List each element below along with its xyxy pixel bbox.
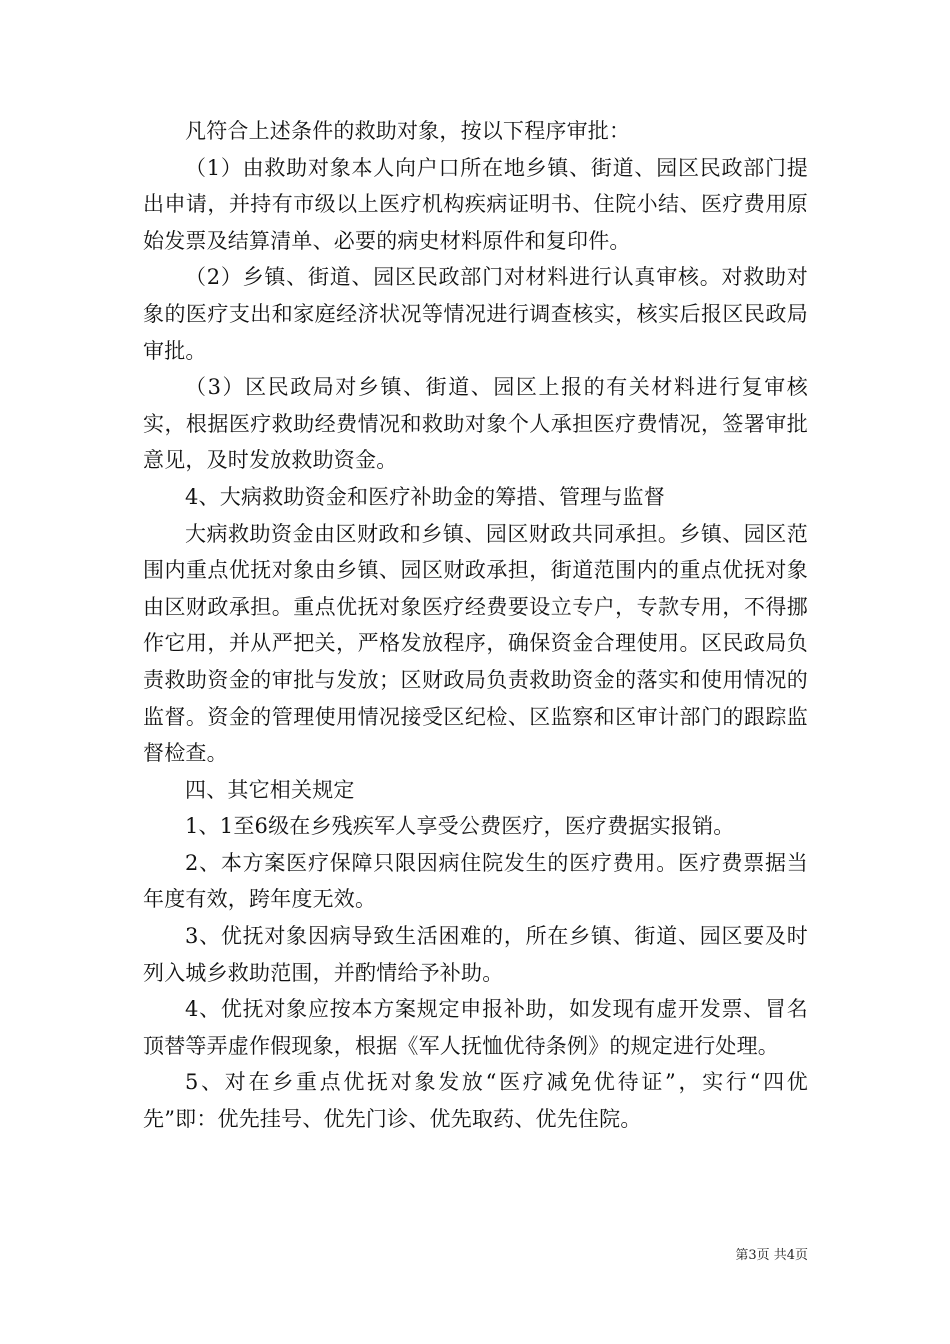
section-heading-other-rules: 四、其它相关规定	[185, 777, 355, 802]
paragraph-rule-1: 1、1至6级在乡残疾军人享受公费医疗，医疗费据实报销。	[185, 814, 735, 839]
paragraph-approval-intro: 凡符合上述条件的救助对象，按以下程序审批：	[185, 119, 631, 143]
paragraph-step-1: （1）由救助对象本人向户口所在地乡镇、街道、园区民政部门提出申请，并持有市级以上医疗机构疾病证明书、住院小结、医疗费用原始发票及结算清单、必要的病史材料原件和复印件。	[143, 155, 808, 253]
section-heading-funding: 4、大病救助资金和医疗补助金的筹措、管理与监督	[185, 484, 665, 509]
paragraph-rule-3: 3、优抚对象因病导致生活困难的，所在乡镇、街道、园区要及时列入城乡救助范围，并酌情给予补助。	[143, 924, 808, 985]
paragraph-funding: 大病救助资金由区财政和乡镇、园区财政共同承担。乡镇、园区范围内重点优抚对象由乡镇、园区财政承担，街道范围内的重点优抚对象由区财政承担。重点优抚对象医疗经费要设立专户，专款专用，不得挪作它用，并从严把关，严格发放程序，确保资金合理使用。区民政局负责救助资金的审批与发放；区财政局负责救助资金的落实和使用情况的监督。资金的管理使用情况接受区纪检、区监察和区审计部门的跟踪监督检查。	[143, 521, 808, 766]
paragraph-step-2: （2）乡镇、街道、园区民政部门对材料进行认真审核。对救助对象的医疗支出和家庭经济状况等情况进行调查核实，核实后报区民政局审批。	[143, 265, 808, 363]
paragraph-rule-4: 4、优抚对象应按本方案规定申报补助，如发现有虚开发票、冒名顶替等弄虚作假现象，根据《军人抚恤优待条例》的规定进行处理。	[143, 997, 808, 1058]
paragraph-step-3: （3）区民政局对乡镇、街道、园区上报的有关材料进行复审核实，根据医疗救助经费情况和救助对象个人承担医疗费情况，签署审批意见，及时发放救助资金。	[143, 375, 808, 473]
document-body	[143, 113, 808, 1138]
paragraph-rule-2: 2、本方案医疗保障只限因病住院发生的医疗费用。医疗费票据当年度有效，跨年度无效。	[143, 850, 808, 912]
paragraph-rule-5: 5、对在乡重点优抚对象发放“医疗减免优待证”，实行“四优先”即：优先挂号、优先门诊、优先取药、优先住院。	[143, 1070, 808, 1132]
page-number: 第3页 共4页	[735, 1248, 808, 1263]
